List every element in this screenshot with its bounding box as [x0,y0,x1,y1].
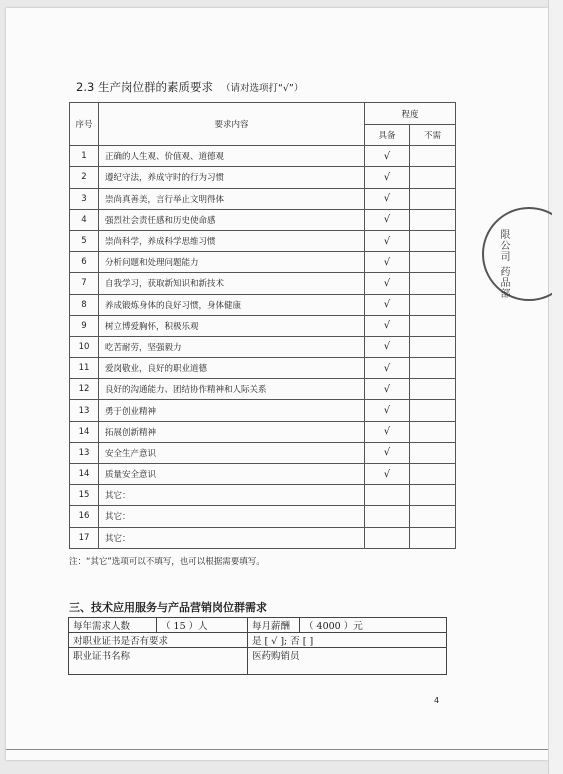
row-content: 质量安全意识 [99,464,365,485]
table-body [70,146,456,549]
stamp-ring [482,207,552,301]
row-has: √ [364,379,409,400]
table-row [70,527,456,548]
table-row [70,167,456,188]
table-row [70,273,456,294]
row-number: 15 [70,485,99,506]
table-row [70,188,456,209]
table-row [70,315,456,336]
row-content: 其它： [99,485,365,506]
row-content: 养成锻炼身体的良好习惯，身体健康 [99,294,365,315]
row-number: 12 [70,379,99,400]
demand-label: 每年需求人数 [69,618,157,633]
row-content: 树立博爱胸怀，积极乐观 [99,315,365,336]
table-row [69,618,447,633]
table-row [70,442,456,463]
row-has [364,506,409,527]
row-not [409,273,455,294]
row-number: 5 [70,230,99,251]
quality-requirements-table [69,102,456,549]
company-stamp [482,207,552,307]
row-content: 良好的沟通能力、团结协作精神和人际关系 [99,379,365,400]
row-content: 自我学习，获取新知识和新技术 [99,273,365,294]
header-no: 序号 [70,103,99,146]
demand-value: （ 15 ）人 [157,618,248,633]
row-number: 14 [70,464,99,485]
row-content: 强烈社会责任感和历史使命感 [99,209,365,230]
row-has: √ [364,252,409,273]
certificate-name-label: 职业证书名称 [69,648,248,675]
section-3-title: 三、技术应用服务与产品营销岗位群需求 [69,601,267,614]
row-not [409,167,455,188]
row-has: √ [364,336,409,357]
row-content: 安全生产意识 [99,442,365,463]
table-row [69,648,447,675]
row-number: 13 [70,400,99,421]
row-content: 分析问题和处理问题能力 [99,252,365,273]
row-not [409,421,455,442]
table-row [70,294,456,315]
row-has: √ [364,273,409,294]
demand-table [68,617,447,675]
row-number: 9 [70,315,99,336]
row-number: 7 [70,273,99,294]
row-content: 其它： [99,506,365,527]
row-has: √ [364,294,409,315]
row-not [409,358,455,379]
row-number: 11 [70,358,99,379]
header-has: 具备 [364,125,409,146]
table-row [70,146,456,167]
page-number: 4 [434,696,440,705]
section-title [76,79,303,95]
row-not [409,315,455,336]
table-row [70,336,456,357]
row-number: 2 [70,167,99,188]
row-number: 6 [70,252,99,273]
row-has: √ [364,421,409,442]
row-not [409,464,455,485]
row-content: 勇于创业精神 [99,400,365,421]
row-content: 爱岗敬业，良好的职业道德 [99,358,365,379]
certificate-requirement-value: 是 [ √ ]; 否 [ ] [248,633,447,648]
row-not [409,252,455,273]
table-note: 注：“其它”选项可以不填写，也可以根据需要填写。 [69,557,265,567]
table-row [70,421,456,442]
header-content: 要求内容 [99,103,365,146]
row-has: √ [364,464,409,485]
header-degree: 程度 [364,103,455,125]
row-has: √ [364,188,409,209]
salary-label: 每月薪酬 [248,618,300,633]
table-row [70,230,456,251]
row-content: 崇尚科学，养成科学思维习惯 [99,230,365,251]
row-has: √ [364,400,409,421]
row-content: 其它： [99,527,365,548]
row-number: 14 [70,421,99,442]
row-not [409,336,455,357]
row-not [409,442,455,463]
row-not [409,146,455,167]
row-not [409,230,455,251]
table-row [70,252,456,273]
row-number: 10 [70,336,99,357]
row-number: 4 [70,209,99,230]
row-has: √ [364,146,409,167]
row-content: 正确的人生观、价值观、道德观 [99,146,365,167]
row-number: 13 [70,442,99,463]
page-edge [548,0,563,774]
table-row [70,506,456,527]
header-not: 不需 [409,125,455,146]
table-row [70,464,456,485]
row-has: √ [364,167,409,188]
salary-value: （ 4000 ）元 [300,618,447,633]
certificate-requirement-label: 对职业证书是否有要求 [69,633,248,648]
row-has: √ [364,442,409,463]
row-has: √ [364,230,409,251]
table-row [70,358,456,379]
page-bottom-line [6,749,548,750]
row-not [409,294,455,315]
row-not [409,400,455,421]
row-has [364,527,409,548]
table-row [69,633,447,648]
row-not [409,506,455,527]
row-content: 吃苦耐劳，坚强毅力 [99,336,365,357]
row-number: 8 [70,294,99,315]
row-not [409,485,455,506]
row-has [364,485,409,506]
section-title-text: 2.3 生产岗位群的素质要求 [76,80,213,94]
table-row [70,400,456,421]
section-hint: （请对选项打“√”） [220,83,304,94]
certificate-name-value: 医药购销员 [248,648,447,675]
row-number: 3 [70,188,99,209]
row-content: 遵纪守法，养成守时的行为习惯 [99,167,365,188]
row-content: 拓展创新精神 [99,421,365,442]
row-not [409,379,455,400]
row-number: 17 [70,527,99,548]
row-has: √ [364,358,409,379]
table-row [70,485,456,506]
stamp-text: 限公司 药品部 [498,229,509,300]
row-has: √ [364,315,409,336]
row-not [409,527,455,548]
row-not [409,188,455,209]
row-content: 崇尚真善美，言行举止文明得体 [99,188,365,209]
table-row [70,379,456,400]
row-number: 1 [70,146,99,167]
row-has: √ [364,209,409,230]
row-number: 16 [70,506,99,527]
row-not [409,209,455,230]
table-row [70,209,456,230]
